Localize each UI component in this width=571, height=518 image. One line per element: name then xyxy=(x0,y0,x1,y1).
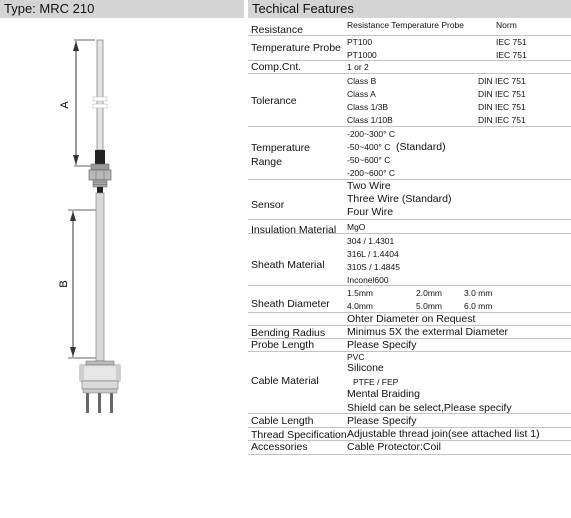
cable-ptfe-fep: PTFE / FEP xyxy=(353,377,399,387)
tolerance-class-1-3b-norm: DIN IEC 751 xyxy=(478,102,526,112)
row-other-diameter xyxy=(248,313,571,326)
cable-length-value: Please Specify xyxy=(347,415,417,427)
sensor-four-wire: Four Wire xyxy=(347,206,394,218)
sheath-310s: 310S / 1.4845 xyxy=(347,262,400,272)
resistance-type: Resistance Temperature Probe xyxy=(347,20,465,30)
thread-fitting xyxy=(89,150,111,193)
cable-shield: Shield can be select,Please specify xyxy=(347,402,512,414)
probe-length-value: Please Specify xyxy=(347,339,417,351)
dimension-a-label: A xyxy=(59,101,71,109)
comp-cnt-value: 1 or 2 xyxy=(347,62,369,72)
tolerance-class-1-3b: Class 1/3B xyxy=(347,102,389,112)
bending-radius-value: Minimus 5X the extermal Diameter xyxy=(347,326,509,338)
cable-pvc: PVC xyxy=(347,352,365,362)
sensor-label: Sensor xyxy=(251,199,285,211)
insulation-label: Insulation Material xyxy=(251,224,337,236)
dia-4-0: 4.0mm xyxy=(347,301,373,311)
cable-length-label: Cable Length xyxy=(251,415,314,427)
norm-header: Norm xyxy=(496,20,517,30)
dia-5-0: 5.0mm xyxy=(416,301,442,311)
comp-cnt-label: Comp.Cnt. xyxy=(251,61,302,73)
features-header: Techical Features xyxy=(248,0,571,18)
row-temperature-range xyxy=(248,127,571,180)
other-diameter-value: Ohter Diameter on Request xyxy=(347,313,476,325)
row-resistance xyxy=(248,18,571,36)
type-header: Type: MRC 210 xyxy=(0,0,244,18)
sheath-316l: 316L / 1.4404 xyxy=(347,249,399,259)
temperature-range-label-2: Range xyxy=(251,156,282,168)
row-cable-material xyxy=(248,352,571,414)
row-comp-cnt xyxy=(248,61,571,74)
tolerance-label: Tolerance xyxy=(251,95,297,107)
range-3: -50~600° C xyxy=(347,155,391,165)
row-sheath-diameter xyxy=(248,286,571,313)
sensor-three-wire: Three Wire (Standard) xyxy=(347,193,452,205)
dia-3-0: 3.0 mm xyxy=(464,288,493,298)
cable xyxy=(96,193,104,361)
row-sheath-material xyxy=(248,234,571,286)
probe-length-label: Probe Length xyxy=(251,339,315,351)
row-probe-length xyxy=(248,339,571,352)
temperature-probe-label: Temperature Probe xyxy=(251,42,341,54)
sheath-inconel: Inconel600 xyxy=(347,275,389,285)
probe-pt100: PT100 xyxy=(347,37,373,47)
bending-radius-label: Bending Radius xyxy=(251,327,326,339)
row-temperature-probe xyxy=(248,36,571,61)
cable-metal-braiding: Mental Braiding xyxy=(347,388,420,400)
tolerance-class-1-10b-norm: DIN IEC 751 xyxy=(478,115,526,125)
thread-specification-value: Adjustable thread join(see attached list 1) xyxy=(347,428,540,440)
probe-ring-lower xyxy=(93,104,107,108)
probe-ring-upper xyxy=(93,97,107,101)
dimension-b xyxy=(58,210,96,358)
probe-tube xyxy=(97,40,103,150)
accessories-label: Accessories xyxy=(251,441,308,453)
row-sensor xyxy=(248,180,571,220)
probe-pt100-norm: IEC 751 xyxy=(496,37,527,47)
row-tolerance xyxy=(248,74,571,127)
tolerance-class-b-norm: DIN IEC 751 xyxy=(478,76,526,86)
dia-2-0: 2.0mm xyxy=(416,288,442,298)
range-2-standard: (Standard) xyxy=(396,141,446,153)
sheath-material-label: Sheath Material xyxy=(251,259,325,271)
accessories-value: Cable Protector:Coil xyxy=(347,441,441,453)
tolerance-class-b: Class B xyxy=(347,76,377,86)
temperature-range-label-1: Temperature xyxy=(251,142,310,154)
dia-6-0: 6.0 mm xyxy=(464,301,493,311)
resistance-label: Resistance xyxy=(251,24,303,36)
sheath-304: 304 / 1.4301 xyxy=(347,236,395,246)
sheath-diameter-label: Sheath Diameter xyxy=(251,298,330,310)
sensor-two-wire: Two Wire xyxy=(347,180,391,192)
dimension-a xyxy=(59,40,95,166)
cable-silicone: Silicone xyxy=(347,362,384,374)
probe-pt1000: PT1000 xyxy=(347,50,377,60)
row-cable-length xyxy=(248,414,571,428)
range-1: -200~300° C xyxy=(347,129,396,139)
tolerance-class-a: Class A xyxy=(347,89,376,99)
tolerance-class-a-norm: DIN IEC 751 xyxy=(478,89,526,99)
row-insulation xyxy=(248,220,571,234)
row-accessories xyxy=(248,441,571,455)
range-2: -50~400° C xyxy=(347,142,391,152)
dia-1-5: 1.5mm xyxy=(347,288,373,298)
insulation-value: MgO xyxy=(347,222,366,232)
probe-drawing xyxy=(0,18,246,518)
cable-material-label: Cable Material xyxy=(251,375,319,387)
row-bending-radius xyxy=(248,326,571,339)
thread-specification-label: Thread Specification xyxy=(251,429,347,441)
connector-plug xyxy=(80,361,120,413)
row-thread-specification xyxy=(248,428,571,441)
probe-pt1000-norm: IEC 751 xyxy=(496,50,527,60)
dimension-b-label: B xyxy=(58,280,70,288)
range-4: -200~600° C xyxy=(347,168,396,178)
tolerance-class-1-10b: Class 1/10B xyxy=(347,115,393,125)
